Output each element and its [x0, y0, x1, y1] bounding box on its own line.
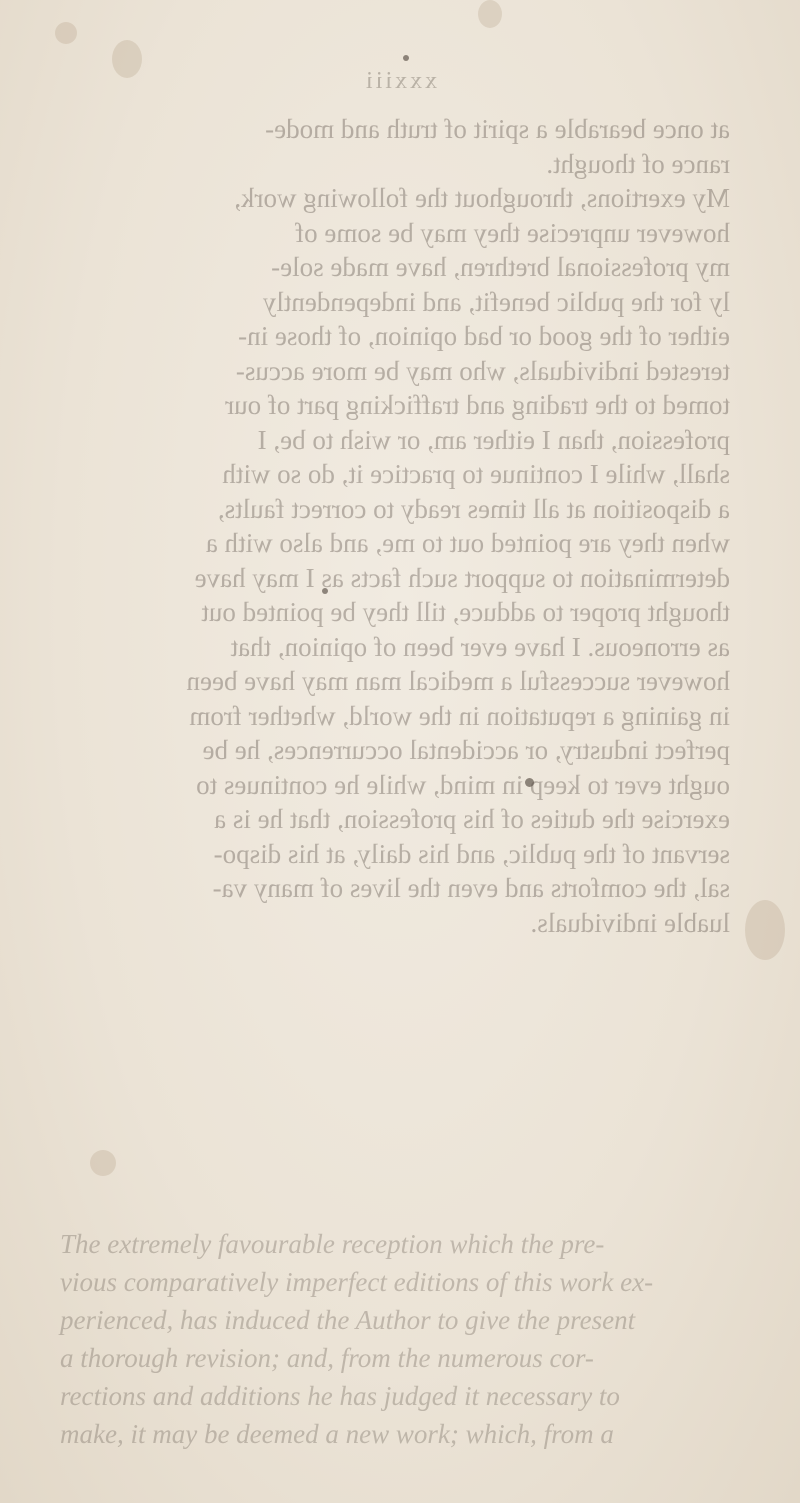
foxing-stain: [90, 1150, 116, 1176]
foxing-stain: [478, 0, 502, 28]
bleed-through-italic-paragraph: The extremely favourable reception which the pre- vious comparatively imperfect editions of this work ex- perienced, has induced the Author to give the present a thorough revision; and, from the numerous cor- rections and additions he has judged it necessary to make, it may be deemed a new work; which, from a: [60, 1229, 654, 1449]
bleed-through-header: xxxiii: [363, 68, 438, 94]
bleed-through-paragraph: at once bearable a spirit of truth and mode- rance of thought. My exertions, throughout the following work, however unprecise they may be some of my professional brethren, have made sole- ly for the public benefit, and independently either of the good or bad opinion, of those in- terested individuals, who may be more accus- tomed to the trading and trafficking part of our profession, than I either am, or wish to be, I shall, while I continue to practice it, do so with a disposition at all times ready to correct faults, when they are pointed out to me, and also with a determination to support such facts as I may have thought proper to adduce, till they be pointed out as erroneous. I have ever been of opinion, that however successful a medical man may have been in gaining a reputation in the world, whether from perfect industry, or accidental occurrences, he be ought ever to keep in mind, while he continues to exercise the duties of his profession, that he is a servant of the public, and his daily, at his dispo- sal, the comforts and even the lives of many va- luable individuals.: [186, 114, 730, 938]
ink-speck: [403, 55, 409, 61]
foxing-stain: [745, 900, 785, 960]
foxing-stain: [55, 22, 77, 44]
